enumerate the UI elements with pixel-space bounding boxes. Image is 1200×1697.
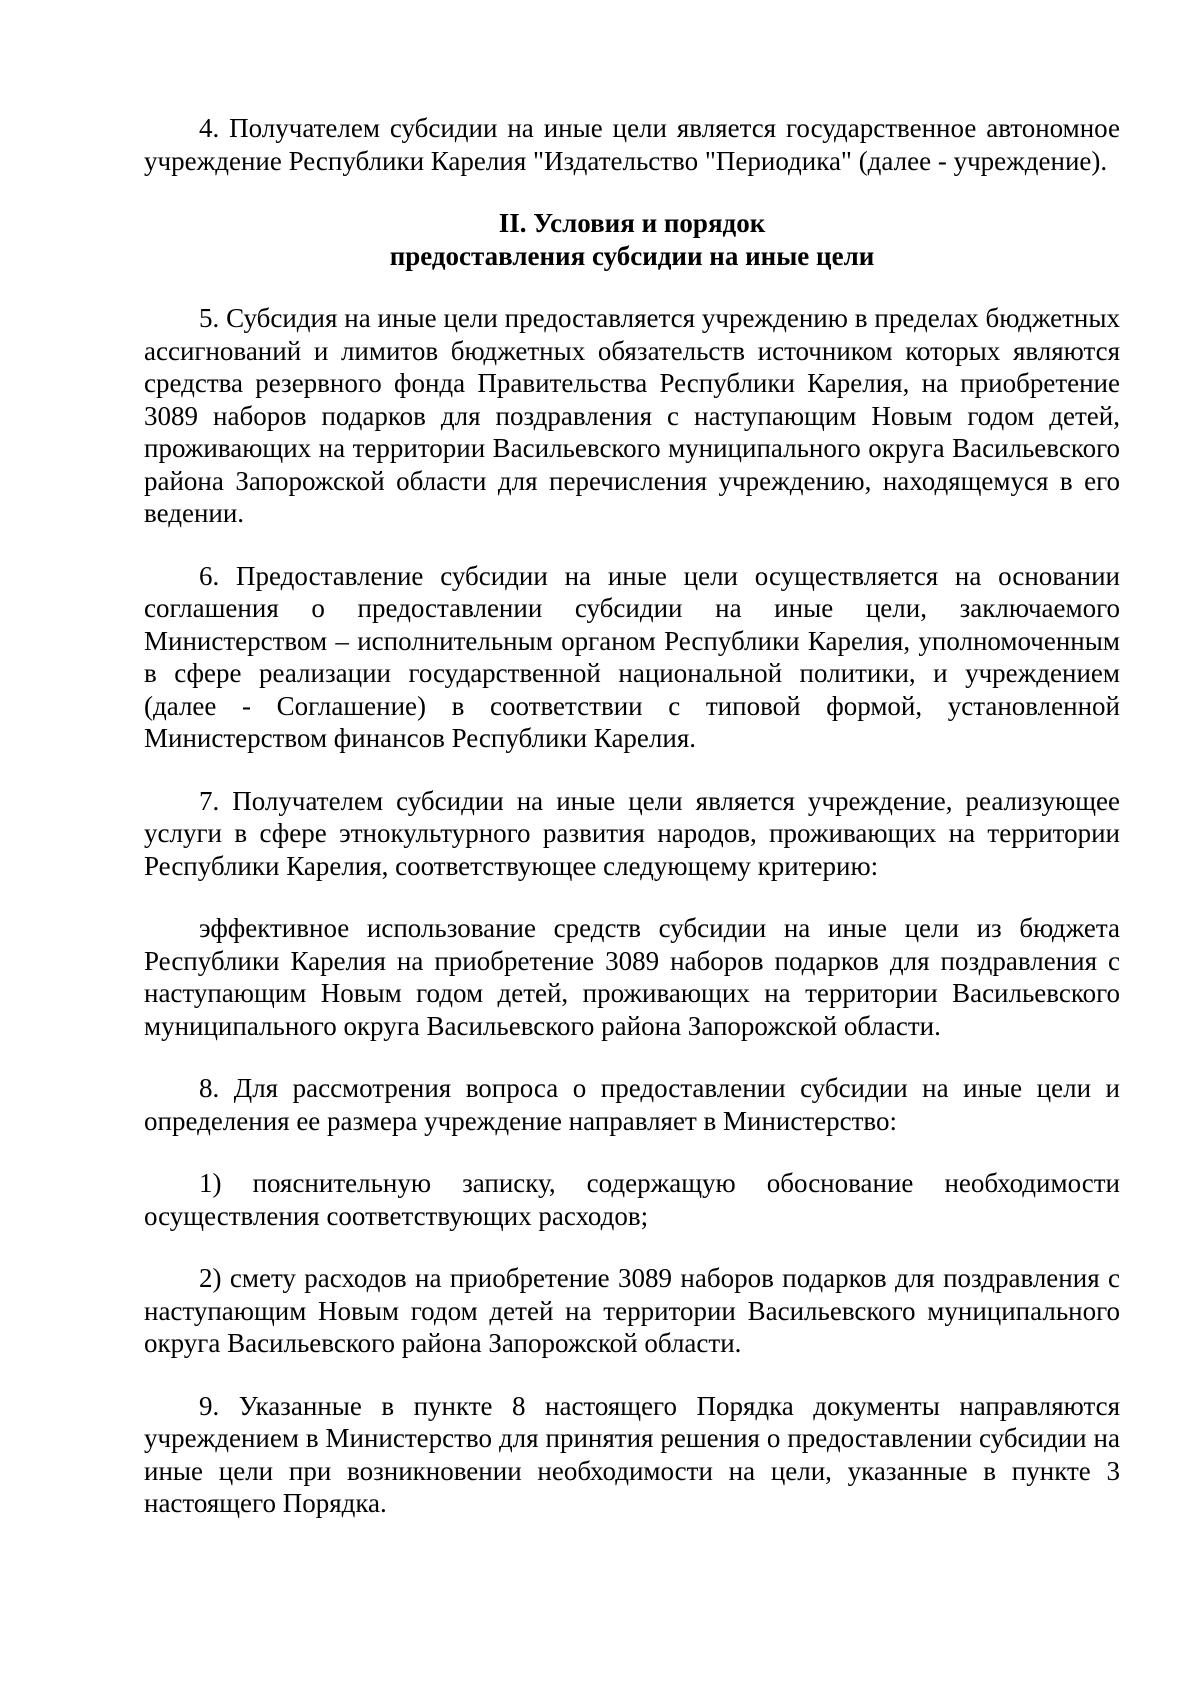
document-page xyxy=(144,112,1120,1520)
paragraph-5: 5. Субсидия на иные цели предоставляется учреждению в пределах бюджетных ассигнований и лимитов бюджетных обязательств источником которых являются средства резервного фонда Правительства Республики Карелия, на приобретение 3089 наборов подарков для поздравления с наступающим Новым годом детей, проживающих на территории Васильевского муниципального округа Васильевского района Запорожской области для перечисления учреждению, находящемуся в его ведении. xyxy=(144,303,1120,528)
paragraph-9: 9. Указанные в пункте 8 настоящего Порядка документы направляются учреждением в Министерство для принятия решения о предоставлении субсидии на иные цели при возникновении необходимости на цели, указанные в пункте 3 настоящего Порядка. xyxy=(144,1390,1120,1518)
paragraph-8-item-1: 1) пояснительную записку, содержащую обоснование необходимости осуществления соответствующих расходов; xyxy=(144,1168,1120,1231)
paragraph-6: 6. Предоставление субсидии на иные цели осуществляется на основании соглашения о предоставлении субсидии на иные цели, заключаемого Министерством – исполнительным органом Республики Карелия, уполномоченным в сфере реализации государственной национальной политики, и учреждением (далее - Соглашение) в соответствии с типовой формой, установленной Министерством финансов Республики Карелия. xyxy=(144,560,1120,753)
paragraph-4: 4. Получателем субсидии на иные цели является государственное автономное учреждение Республики Карелия "Издательство "Периодика" (далее - учреждение). xyxy=(144,113,1120,176)
section-heading-line-1: II. Условия и порядок xyxy=(498,208,766,238)
paragraph-7: 7. Получателем субсидии на иные цели является учреждение, реализующее услуги в сфере этнокультурного развития народов, проживающих на территории Республики Карелия, соответствующее следующему критерию: xyxy=(144,785,1120,881)
paragraph-7-criterion: эффективное использование средств субсидии на иные цели из бюджета Республики Карелия на приобретение 3089 наборов подарков для поздравления с наступающим Новым годом детей, проживающих на территории Васильевского муниципального округа Васильевского района Запорожской области. xyxy=(144,913,1120,1041)
section-heading-line-2: предоставления субсидии на иные цели xyxy=(389,240,875,271)
section-heading xyxy=(144,207,1120,272)
paragraph-8: 8. Для рассмотрения вопроса о предоставлении субсидии на иные цели и определения ее размера учреждение направляет в Министерство: xyxy=(144,1073,1120,1136)
paragraph-8-item-2: 2) смету расходов на приобретение 3089 наборов подарков для поздравления с наступающим Новым годом детей на территории Васильевского муниципального округа Васильевского района Запорожской области. xyxy=(144,1263,1120,1358)
